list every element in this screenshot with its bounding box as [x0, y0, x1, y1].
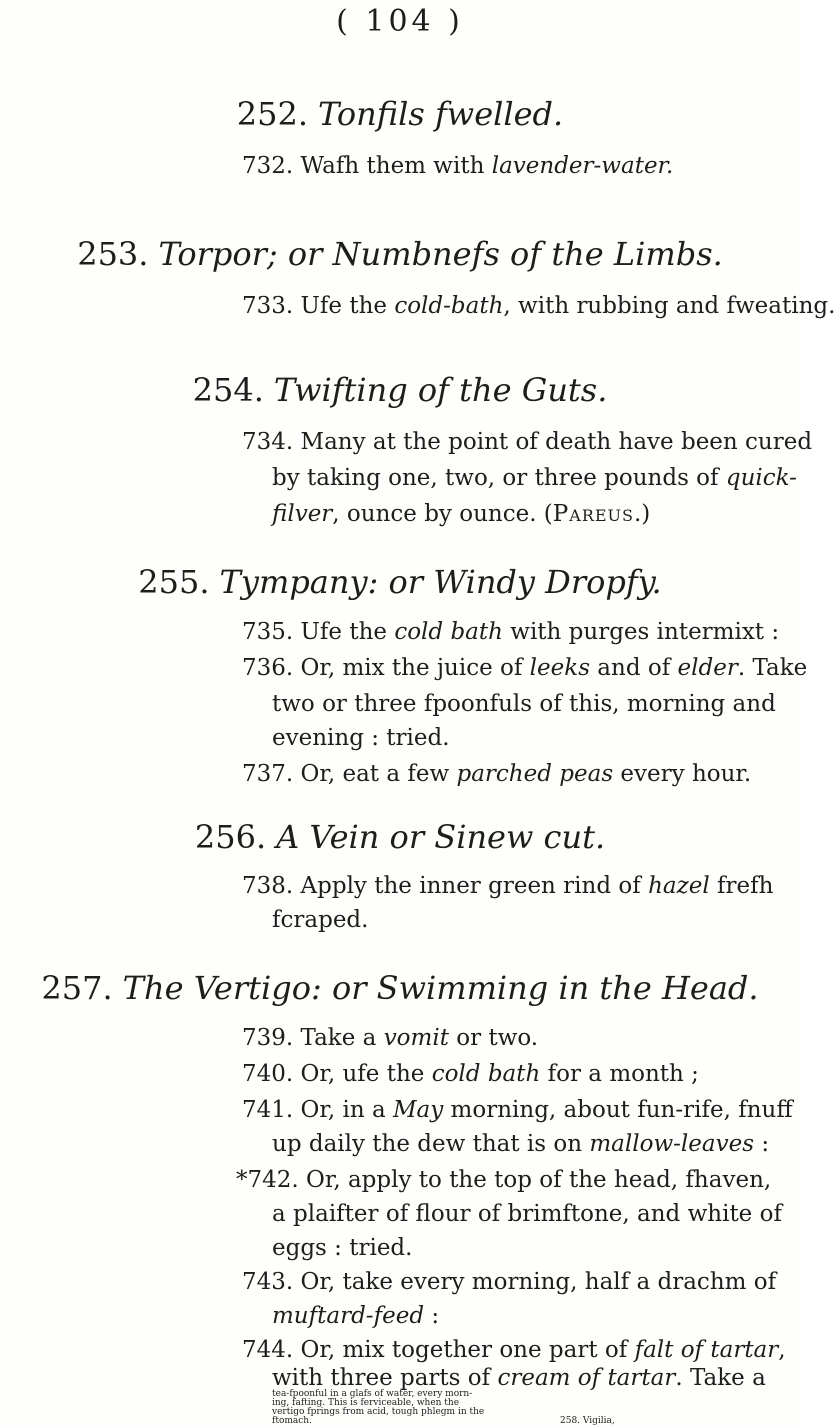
section-title: Tympany: or Windy Dropfy.	[219, 563, 662, 601]
text-segment: quick-	[725, 465, 797, 491]
text-segment: with three parts of	[272, 1365, 498, 1391]
text-segment: 739. Take a	[242, 1025, 384, 1051]
text-segment: . Take a	[675, 1365, 766, 1391]
text-segment: ing, fafting. This is ferviceable, when the	[272, 1398, 460, 1408]
text-segment: every hour.	[613, 761, 752, 787]
text-segment: a plaifter of flour of brimftone, and white of	[272, 1201, 782, 1227]
text-segment: eggs : tried.	[272, 1235, 413, 1261]
text-segment: for a month ;	[540, 1061, 699, 1087]
text-segment: filver	[272, 501, 333, 527]
text-segment: leeks	[529, 655, 590, 681]
section-heading	[0, 966, 800, 1010]
text-segment: morning, about fun-rife, fnuff	[443, 1097, 793, 1123]
text-line	[272, 1128, 769, 1160]
text-segment: two or three fpoonfuls of this, morning and	[272, 691, 776, 717]
text-line	[242, 426, 812, 458]
text-segment: muftard-feed	[272, 1303, 425, 1329]
text-line	[242, 1058, 699, 1090]
text-line	[242, 758, 751, 790]
text-segment: 734. Many at the point of death have been cured	[242, 429, 813, 455]
section-heading	[0, 815, 800, 859]
text-line	[272, 688, 776, 720]
text-segment: or two.	[448, 1025, 539, 1051]
text-segment: evening : tried.	[272, 725, 450, 751]
text-line	[272, 498, 650, 530]
text-segment: cream of tartar	[497, 1365, 676, 1391]
text-segment: 743. Or, take every morning, half a drachm of	[242, 1269, 777, 1295]
text-segment: ftomach.	[272, 1416, 312, 1426]
text-segment: Pareus	[552, 501, 634, 527]
text-line	[272, 1417, 312, 1426]
text-segment: cold-bath	[394, 293, 504, 319]
text-segment: , ounce by ounce. (	[332, 501, 553, 527]
text-segment: vertigo fprings from acid, tough phlegm in the	[272, 1407, 485, 1417]
text-segment: 737. Or, eat a few	[242, 761, 457, 787]
text-segment: .)	[634, 501, 651, 527]
text-line	[272, 462, 797, 494]
page-number: ( 104 )	[336, 4, 464, 39]
section-heading	[0, 560, 800, 604]
text-segment: *742. Or, apply to the top of the head, fhaven,	[236, 1167, 772, 1193]
text-segment: with purges intermixt :	[502, 619, 780, 645]
text-line	[242, 290, 835, 322]
text-segment: 733. Ufe the	[242, 293, 395, 319]
text-line	[242, 652, 807, 684]
section-heading	[0, 232, 800, 276]
section-number: 257.	[41, 969, 113, 1007]
text-line	[242, 870, 773, 902]
text-segment: hazel	[648, 873, 710, 899]
section-title: A Vein or Sinew cut.	[276, 818, 606, 856]
text-line	[242, 1022, 538, 1054]
text-line	[242, 1094, 793, 1126]
text-segment: :	[424, 1303, 440, 1329]
text-segment: May	[392, 1097, 444, 1123]
section-number: 256.	[194, 818, 267, 856]
section-title: Torpor; or Numbnefs of the Limbs.	[158, 235, 723, 273]
text-line	[242, 616, 779, 648]
text-segment: 744. Or, mix together one part of	[242, 1337, 635, 1363]
section-title: Tonfils fwelled.	[318, 95, 564, 133]
text-line	[272, 904, 368, 936]
text-segment: 732. Wafh them with	[242, 153, 492, 179]
text-segment: 741. Or, in a	[242, 1097, 393, 1123]
text-segment: up daily the dew that is on	[272, 1131, 590, 1157]
section-number: 253.	[77, 235, 149, 273]
text-segment: 738. Apply the inner green rind of	[242, 873, 649, 899]
text-segment: cold bath	[394, 619, 503, 645]
text-line	[272, 1300, 439, 1332]
section-number: 254.	[192, 371, 264, 409]
text-line	[242, 1266, 776, 1298]
text-segment: parched peas	[456, 761, 614, 787]
text-segment: 740. Or, ufe the	[242, 1061, 432, 1087]
text-line	[242, 150, 673, 182]
section-heading	[0, 368, 800, 412]
section-number: 255.	[138, 563, 210, 601]
text-segment: mallow-leaves	[589, 1131, 755, 1157]
section-heading	[0, 92, 800, 136]
text-segment: tea-fpoonful in a glafs of water, every morn-	[272, 1389, 473, 1399]
text-segment: and of	[590, 655, 678, 681]
text-segment: falt of tartar	[634, 1337, 779, 1363]
text-segment: frefh	[709, 873, 774, 899]
text-segment: fcraped.	[272, 907, 369, 933]
text-line	[272, 1232, 412, 1264]
text-line	[236, 1164, 771, 1196]
text-segment: elder	[677, 655, 738, 681]
text-segment: cold bath	[431, 1061, 541, 1087]
text-line	[272, 1198, 782, 1230]
text-segment: 735. Ufe the	[242, 619, 395, 645]
text-segment: , with rubbing and fweating.	[503, 293, 835, 319]
text-segment: vomit	[383, 1025, 449, 1051]
text-segment: . Take	[737, 655, 808, 681]
text-segment: ,	[778, 1337, 786, 1363]
section-title: The Vertigo: or Swimming in the Head.	[122, 969, 759, 1007]
text-line	[272, 722, 450, 754]
text-segment: :	[754, 1131, 770, 1157]
text-segment: 736. Or, mix the juice of	[242, 655, 530, 681]
text-segment: lavender-water.	[491, 153, 674, 179]
text-segment: by taking one, two, or three pounds of	[272, 465, 726, 491]
catchword: 258. Vigilia,	[560, 1416, 615, 1426]
section-title: Twifting of the Guts.	[273, 371, 608, 409]
section-number: 252.	[236, 95, 309, 133]
